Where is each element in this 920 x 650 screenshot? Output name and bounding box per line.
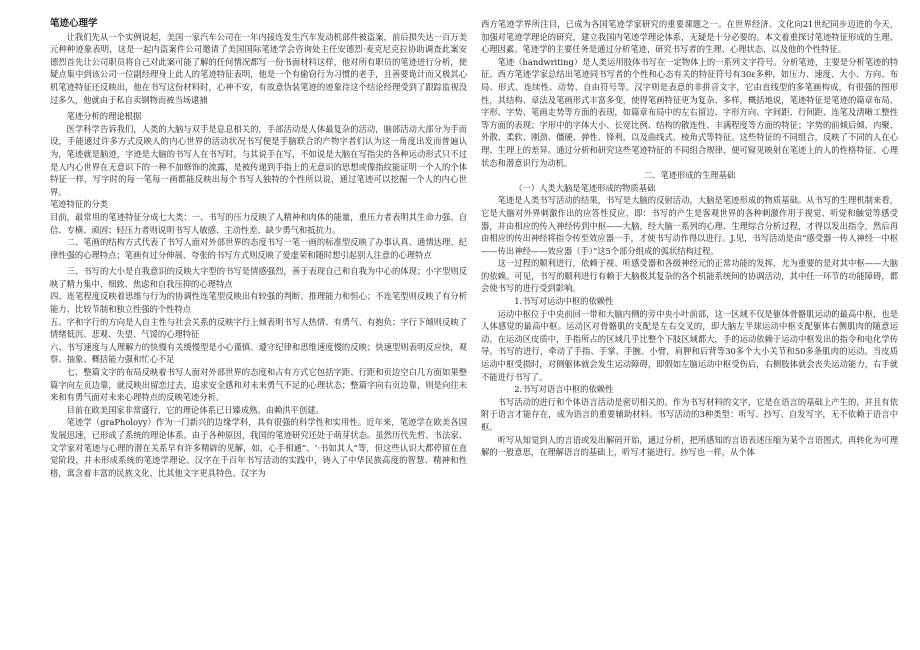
- two-column-body: [50, 18, 898, 479]
- paragraph-status: 目前在欧美国家非常盛行，它的理论体系已日臻成熟。由赖洪平创建。: [66, 404, 324, 415]
- section-heading-classification: 笔迹特征的分类: [50, 199, 109, 210]
- paragraph-category-5: 五、字和字行的方向是人自主性与社会关系的反映字行上倾表明书写人热情、有勇气、有抱负；字行下倾则反映了情绪低沉、悲观、失望、气馁的心理特征: [50, 316, 467, 340]
- paragraph-category-7: 七、整篇文字的布局反映着书写人面对外部世界的态度和占有方式它包括字距、行距和页边空白几方面如果整篇字向左页边靠，就反映出留恋过去，追求安全感和对未来勇气不足的心理状态；整篇字向右页边靠，则是向往未来和有勇气面对未来心理特点的反映笔迹分析。: [50, 367, 467, 403]
- subsection-heading-motor: 1.书写对运动中枢的依赖性: [514, 296, 614, 307]
- paragraph-category-4: 四、连笔程度反映着思维与行为的协调性连笔型反映出有较强的判断、推理能力和恒心；不连笔型则反映了有分析能力、比较节制和独立性强的个性特点: [50, 291, 467, 315]
- right-column: [481, 18, 898, 479]
- left-column: [50, 18, 467, 479]
- paragraph-language: 书写活动的进行和个体语言活动是密切相关的。作为书写材料的文字，它是在语言的基础上产生的，并且有依附于语言才能存在，成为语言的重要辅助材料。书写活动的3种类型：听写、抄写、自发写字，无不依赖于语言中枢。: [481, 396, 898, 432]
- paragraph-brain: 笔迹是人类书写活动的结果，书写是大脑的反射活动，大脑是笔迹形成的物质基础。从书写的生理机制来看，它是大脑对外界刺激作出的应答性反应，即：书写的产生是客观世界的各种刺激作用于视觉、听觉和触觉等感受器，并由相应的传入神经传到中枢——大脑，经大脑一系列的心理、生理综合分析过程，才得以发出指令，然后再由相应的传出神经将指令传至效应器一手，才使书写动作得以进行。J.见，书写活动是由“感受器一传入神经一中枢——传出神经——效应器（手）”这5个部分组成的弧状结构过程。: [481, 195, 898, 256]
- paragraph-dictation: 听写从知觉到人的言语或发出解码开始，通过分析，把所感知的言语表述压缩为某个言语图式，再转化为可理解的一般意思，在理解语言的基础上，听写才能进行。抄写也一样，从个体: [481, 434, 898, 458]
- paragraph-process: 这一过程的顺利进行，依赖于视、听感受器和各级神经元的正常功能的发挥，尤为重要的是对其中枢——大脑的依赖。可见，书写的顺利进行有赖于大脑极其复杂的各个机能系统间的协调活动，其中任一环节的功能障碍，都会使书写的进行受到影响。: [481, 258, 898, 294]
- subsection-heading-brain: （一）人类大脑是笔迹形成的物质基础: [514, 182, 656, 193]
- paragraph-category-2: 二、笔画的结构方式代表了书写人面对外部世界的态度书写一笔一画的标准型反映了办事认真、通情达理、纪律性强的心理特点；笔画有过分伸展、夸张的书写方式则反映了爱虚荣和随时想引起别人注意的心理特点: [50, 237, 467, 260]
- subsection-heading-language: 2.书写对语言中枢的依赖性: [514, 384, 614, 395]
- paragraph-motor: 运动中枢位于中央前回一带和大脑内侧的旁中央小叶前部，这一区域不仅是躯体骨骼肌运动的最高中枢，也是人体感觉的最高中枢。运动区对骨骼肌的支配是左右交叉的，即大脑左半球运动中枢支配躯体右侧肌肉的随意运动。在运动区皮质中，手指所占的区域几乎比整个下肢区域都大，手的运动依赖于运动中枢发出的指令和电化学传导。书写的进行，牵动了手指、手掌、手腕、小臂，肩胛和后背等30多个大小关节和50多条肌肉的运动。当皮质运动中枢受损时，对侧躯体就会发生运动障碍，即假如左脑运动中枢受伤后，右侧肢体就会丧失运动能力，右手就不能进行书写了。: [481, 308, 898, 382]
- section-heading-theory: 笔迹分析的理论根据: [66, 111, 142, 122]
- theory-paragraph: 医学科学告诉我们，人类的大脑与双手是息息相关的，手部活动是人体最复杂的活动，脑部活动大部分为手而设，手能通过许多方式反映人的内心世界的活动状况书写便是手脑联合的产物字者们认为这一角度出发而普遍认为，笔迹就是脑迹，字迹是大脑的书写人在书写时，与其说手在写，不如说是大脑在写指尖的各种运动形式只不过是人内心世界在无意识下的一种不加修饰的流露，是被传递到手指上的无意识的思想或像指纹能证明一个人的个体特征一样，写字时的每一笔每一画都能反映出每个书写人独特的个性所以说，通过笔迹可以挖掘一个人的内心世界。: [50, 123, 467, 197]
- document-title: 笔迹心理学: [50, 18, 98, 29]
- intro-paragraph: 让我们先从一个实例说起，美国一家汽车公司在一年内接连发生汽车发动机部件被盗案，前后损失达一百万美元种种迹象表明，这是一起内盗案件公司邀请了美国国际笔迹学会咨询处主任安德烈·麦克尼克拉协助调查此案安德烈首先让公司职员将自己对此案可能了解的任何情况都写一份书面材料这样，他对所有职员的笔迹进行分析，使疑点集中到该公司一位副经理身上此人的笔迹特征表明，他是一个有偷窃行为习惯的老手，且善要诡计而又极其心机笔迹特征还反映出，他在书写这份材料时，心神不安，有故意伪装笔迹的迹象待这个结论经理受到了跟踪监视没过多久，他就由于私自卖钢物而被当场逮捕: [50, 31, 467, 105]
- paragraph-category-3: 三、书写的大小是自我意识的反映大字型的书写是情感强烈，善于表现自己和自我为中心的体现；小字型则反映了精力集中、细致、焦虑和自我压抑的心理特点: [50, 266, 467, 289]
- paragraph-category-6: 六、书写速度与人理解力的快慢有关缓慢型是小心谨慎、遵守纪律和思维速度慢的反映；快速型则表明反应快，观察、抽象、概括能力强和忙心不足: [50, 341, 467, 365]
- paragraph-category-1: 目前，最常用的笔迹特征分成七大类：一、书写的压力反映了人精神和肉体的能量，重压力者表明其生命力强、自信、专横、顽固；轻压力者则说明书写人敏感、主动性差、缺少勇气和抵抗力。: [50, 211, 467, 235]
- paragraph-graphology: 笔迹学（graPholoyy）作为一门新兴的边缘学科，具有很强的科学性和实用性。近年来，笔迹学在欧美各国发展迅速，已形成了系统的理论体系。由于各种原因，我国的笔迹研究还处于萌芽状态。虽然历代先哲、书法家、文学家对笔迹与心理的潜在关系早有许多精辟的见解，如，心手相通”、‘·书如其人”等，但这些认识大都停留在直觉阶段，并未形成系统的笔迹学理论。汉字在千百年书写活动的实践中，铸入了中华民族高度的智慧、精神和性格，寓含着丰富的民族文化，比其他文字更具特色。汉字为: [50, 417, 467, 478]
- paragraph-continued: 西方笔迹学界所注目，已成为各国笔迹学家研究的重要课题之一。在世界经济、文化向21世纪同步迈进的今天，加强对笔迹学理论的研究，建立我国内笔迹学理论体系，无疑是十分必要的。本文着重探讨笔迹特征形成的生理、心理因素。笔迹学的主要任务是通过分析笔迹，研究书写者的生理、心理状态，以及他的个性特征。: [481, 19, 898, 55]
- paragraph-handwriting: 笔迹（handwriting）是人类运用肢体书写在一定物体上的一系列文字符号。分析笔迹，主要是分析笔迹的特征。西方笔迹学家总结出笔迹同书写者的个性和心态有关的特征符号有30ε多种，如压力、速度、大小、方向、布局、形式、连续性、动势、自由符号等。汉字则是表意的非拼音文字，它由直线型的多笔画构成，有很强的图形性，其结构、章法及笔画形式丰富多变，使得笔画特征更为复杂、多样。概括地说，笔迹特征是笔迹的篇章布局、字形、字势、笔画走势等方面的表现，如篇章布局中的左右留边、字形方向、字间距、行间距、连笔及清晰工整性等方面的表现；字形中的字体大小、长宽比例、结构的散连性、丰满程度等方面的特征；字势的前倾后倾、内聚、外散、柔软、刚劲、僵硬、弹性、锋利，以及曲线式、棱角式等特征。这些特征的不同组合，反映了不同的人在心理、生理上的差异。通过分析和研究这些笔迹特征的不同组合规律，便可窥见映射在笔迹上的人的性格特征、心理状态和潜意识行为动机。: [481, 56, 898, 168]
- section-heading-physiology: 二、笔迹形成的生理基础: [643, 170, 736, 181]
